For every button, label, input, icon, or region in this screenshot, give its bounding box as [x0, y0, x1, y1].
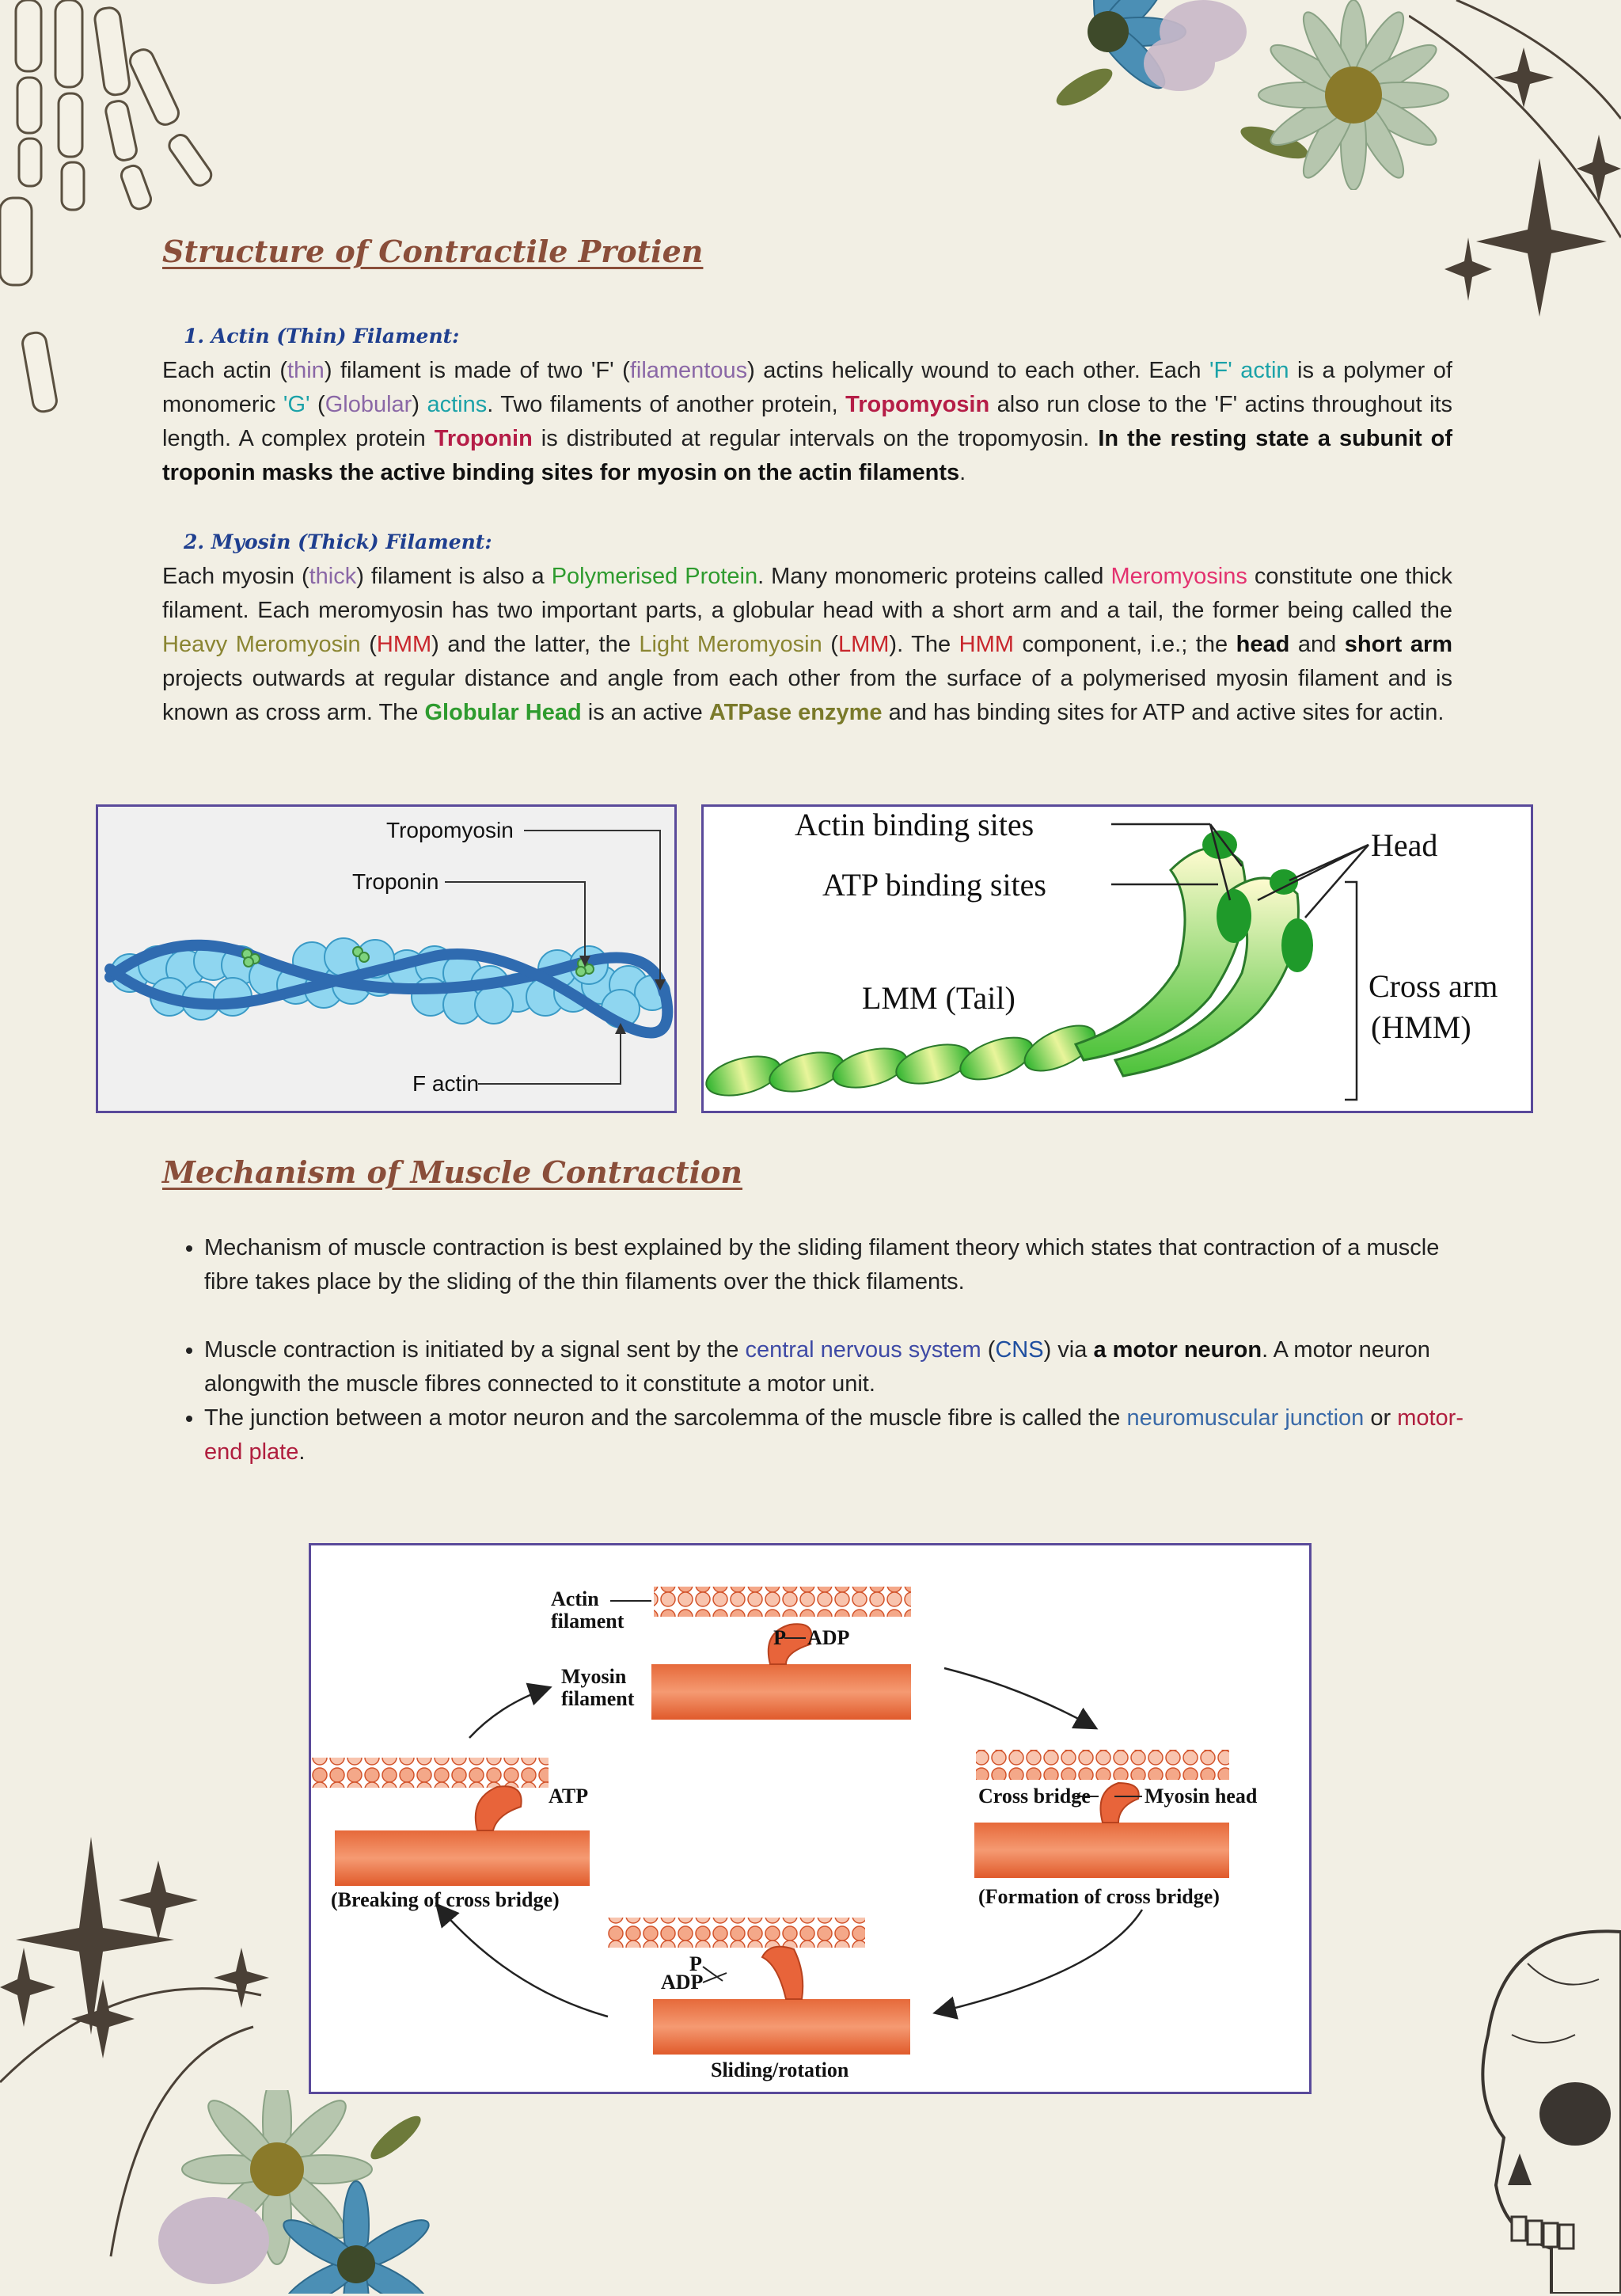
flower-cluster-top	[1021, 0, 1464, 190]
cross-bridge-cycle-figure	[309, 1543, 1312, 2094]
bullet-junction: • The junction between a motor neuron and the sarcolemma of the muscle fibre is called the neuromuscular junction or motor-end plate.	[204, 1401, 1479, 1469]
actin-subheading: 1. Actin (Thin) Filament:	[184, 325, 460, 348]
myosin-paragraph: Each myosin (thick) filament is also a Polymerised Protein. Many monomeric proteins called Meromyosins constitute one thick filament. Each meromyosin has two important parts, a globular head with a short arm and a tail, the former being called the Heavy Meromyosin (HMM) and the latter, the Light Meromyosin (LMM). The HMM component, i.e.; the head and short arm projects outwards at regular distance and angle from each other from the surface of a polymerised myosin filament and is known as cross arm. The Globular Head is an active ATPase enzyme and has binding sites for ATP and active sites for actin.	[162, 564, 1453, 725]
actin-binding-sites-label: Actin binding sites	[795, 807, 1034, 842]
skull-illustration	[1441, 1916, 1621, 2294]
actin-paragraph: Each actin (thin) filament is made of two 'F' (filamentous) actins helically wound to each other. Each 'F' actin is a polymer of monomeric 'G' (Globular) actins. Two filaments of another protein, Tropomyosin also run close to the 'F' actins throughout its length. A complex protein Troponin is distributed at regular intervals on the tropomyosin. In the resting state a subunit of troponin masks the active binding sites for myosin on the actin filaments.	[162, 358, 1452, 485]
cross-arm-label: Cross arm	[1369, 968, 1498, 1004]
mechanism-bullet-list	[182, 1231, 1479, 1469]
formation-label: (Formation of cross bridge)	[978, 1885, 1220, 1908]
atp-label: ATP	[549, 1785, 589, 1808]
lmm-tail-label: LMM (Tail)	[862, 980, 1015, 1016]
myosin-head-label: Myosin head	[1145, 1785, 1258, 1808]
bullet-signal: • Muscle contraction is initiated by a signal sent by the central nervous system (CNS) via a motor neuron. A motor neuron alongwith the muscle fibres connected to it constitute a motor unit.	[204, 1333, 1479, 1401]
myosin-molecule-diagram	[704, 807, 1531, 1111]
myosin-label-2: filament	[561, 1687, 635, 1710]
atp-binding-sites-label: ATP binding sites	[822, 867, 1046, 903]
f-actin-label: F actin	[412, 1071, 480, 1096]
adp-bottom-label: ADP	[661, 1971, 704, 1994]
head-label: Head	[1371, 827, 1438, 863]
tropomyosin-label: Tropomyosin	[386, 818, 514, 842]
actin-filament-figure	[96, 804, 677, 1113]
troponin-label: Troponin	[352, 869, 439, 894]
actin-label-2: filament	[551, 1610, 624, 1633]
p-bottom-label: P	[689, 1952, 702, 1975]
myosin-label-1: Myosin	[561, 1665, 627, 1688]
myosin-molecule-figure	[701, 804, 1533, 1113]
breaking-label: (Breaking of cross bridge)	[331, 1888, 560, 1911]
cross-bridge-cycle-diagram	[311, 1545, 1309, 2092]
actin-label-1: Actin	[551, 1587, 599, 1610]
cross-bridge-label: Cross bridge	[978, 1785, 1091, 1808]
bullet-sliding-filament: • Mechanism of muscle contraction is best explained by the sliding filament theory which states that contraction of a muscle fibre takes place by the sliding of the thin filaments over the thick filaments.	[204, 1231, 1479, 1299]
p-top-label: P	[773, 1626, 786, 1649]
actin-filament-diagram	[98, 807, 674, 1111]
sliding-label: Sliding/rotation	[711, 2058, 849, 2081]
flower-cluster-bottom	[158, 2090, 435, 2294]
sparkle-stars-top	[1409, 0, 1621, 333]
myosin-subheading: 2. Myosin (Thick) Filament:	[184, 530, 492, 553]
adp-top-label: ADP	[807, 1626, 850, 1649]
structure-heading: Structure of Contractile Protien	[162, 234, 704, 269]
hmm-label: (HMM)	[1371, 1009, 1471, 1045]
mechanism-heading: Mechanism of Muscle Contraction	[162, 1154, 743, 1190]
